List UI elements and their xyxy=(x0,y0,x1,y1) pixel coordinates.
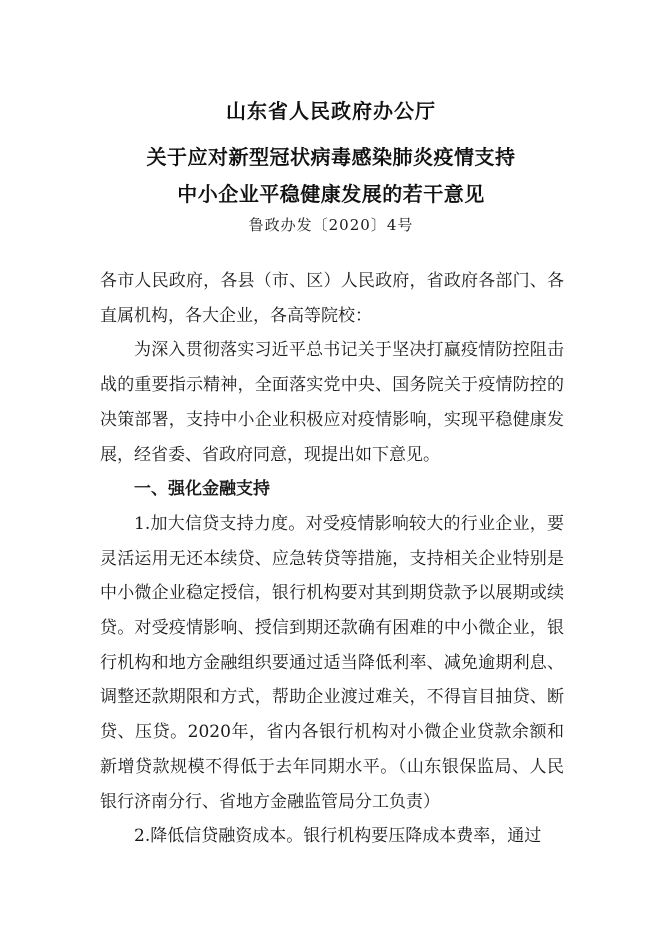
addressees-paragraph: 各市人民政府，各县（市、区）人民政府，省政府各部门、各直属机构，各大企业，各高等院校： xyxy=(100,271,564,326)
item-2-paragraph: 2.降低信贷融资成本。银行机构要压降成本费率，通过 xyxy=(134,826,542,847)
intro-paragraph: 为深入贯彻落实习近平总书记关于坚决打赢疫情防控阻击战的重要指示精神，全面落实党中央、国务院关于疫情防控的决策部署，支持中小企业积极应对疫情影响，实现平稳健康发展，经省委、省政府同意，现提出如下意见。 xyxy=(100,340,564,465)
document-number: 鲁政办发〔2020〕4号 xyxy=(248,216,414,234)
document-body xyxy=(100,264,564,854)
document-title-line-1: 关于应对新型冠状病毒感染肺炎疫情支持 xyxy=(146,145,516,169)
section-heading: 一、强化金融支持 xyxy=(134,479,270,500)
issuer-title: 山东省人民政府办公厅 xyxy=(226,99,436,123)
item-1-paragraph: 1.加大信贷支持力度。对受疫情影响较大的行业企业，要灵活运用无还本续贷、应急转贷等措施，支持相关企业特别是中小微企业稳定授信，银行机构要对其到期贷款予以展期或续贷。对受疫情影响、授信到期还款确有困难的中小微企业，银行机构和地方金融组织要通过适当降低利率、减免逾期利息、调整还款期限和方式，帮助企业渡过难关，不得盲目抽贷、断贷、压贷。2020年，省内各银行机构对小微企业贷款余额和新增贷款规模不得低于去年同期水平。（山东银保监局、人民银行济南分行、省地方金融监管局分工负责） xyxy=(100,513,564,812)
document-title-line-2: 中小企业平稳健康发展的若干意见 xyxy=(177,182,485,206)
